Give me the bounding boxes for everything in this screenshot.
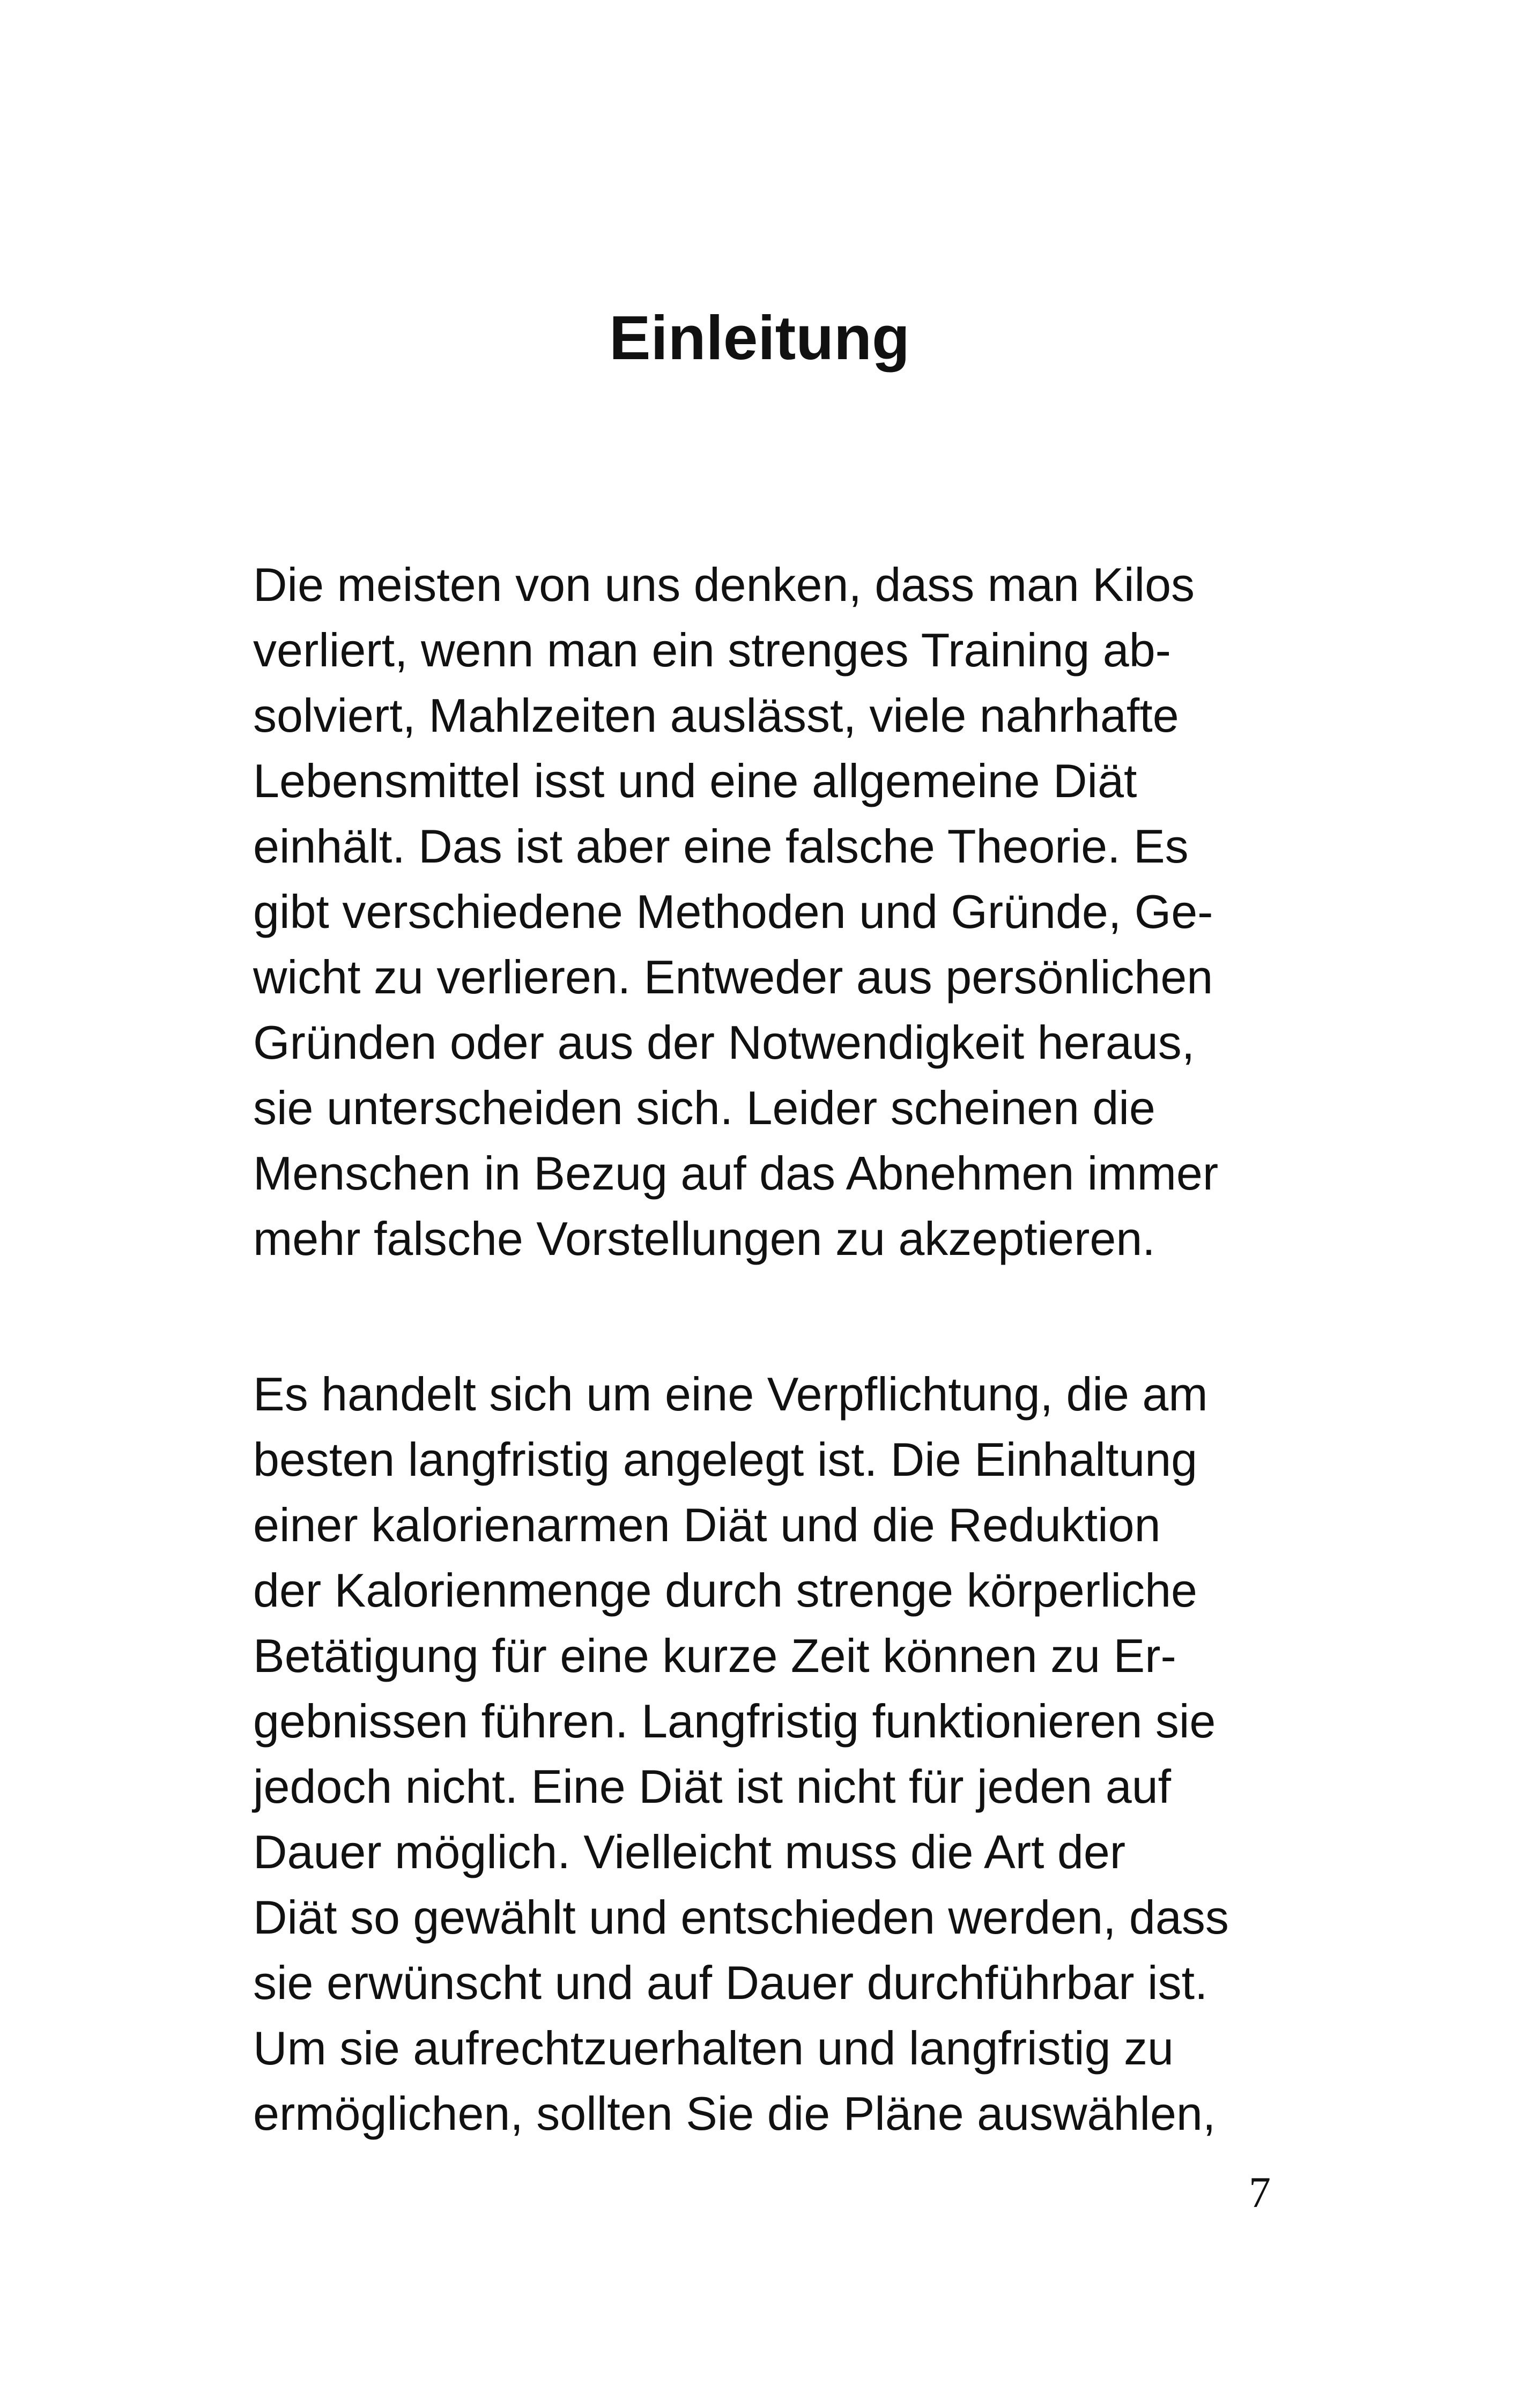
chapter-title: Einleitung (609, 303, 910, 373)
paragraph-line: sie unterscheiden sich. Leider scheinen die (253, 1081, 1155, 1134)
page-number: 7 (1249, 2168, 1271, 2217)
paragraph-line: sie erwünscht und auf Dauer durchführbar ist. (253, 1956, 1208, 2009)
paragraph-line: Menschen in Bezug auf das Abnehmen immer (253, 1147, 1219, 1200)
paragraph-line: einer kalorienarmen Diät und die Reduktion (253, 1498, 1161, 1551)
paragraph-line: gibt verschiedene Methoden und Gründe, Ge- (253, 885, 1213, 938)
paragraph-line: Betätigung für eine kurze Zeit können zu Er- (253, 1629, 1176, 1682)
paragraph-line: Um sie aufrechtzuerhalten und langfristig zu (253, 2021, 1174, 2075)
paragraph-line: besten langfristig angelegt ist. Die Einhaltung (253, 1433, 1198, 1486)
paragraph-line: Lebensmittel isst und eine allgemeine Diät (253, 754, 1137, 807)
paragraph-line: mehr falsche Vorstellungen zu akzeptieren. (253, 1212, 1155, 1265)
paragraph-line: solviert, Mahlzeiten auslässt, viele nahrhafte (253, 689, 1179, 742)
paragraph-line: jedoch nicht. Eine Diät ist nicht für jeden auf (253, 1760, 1172, 1813)
paragraph-line: einhält. Das ist aber eine falsche Theorie. Es (253, 820, 1189, 873)
paragraph-line: verliert, wenn man ein strenges Training ab- (253, 623, 1171, 677)
paragraph-1 (253, 552, 1272, 1272)
paragraph-line: der Kalorienmenge durch strenge körperliche (253, 1564, 1197, 1617)
paragraph-line: Die meisten von uns denken, dass man Kilos (253, 558, 1195, 611)
paragraph-line: gebnissen führen. Langfristig funktionieren sie (253, 1694, 1216, 1748)
paragraph-line: Diät so gewählt und entschieden werden, dass (253, 1891, 1229, 1944)
paragraph-line: Dauer möglich. Vielleicht muss die Art der (253, 1825, 1126, 1878)
paragraph-line: wicht zu verlieren. Entweder aus persönlichen (253, 950, 1213, 1004)
paragraph-line: Gründen oder aus der Notwendigkeit heraus, (253, 1016, 1195, 1069)
paragraph-line: Es handelt sich um eine Verpflichtung, die am (253, 1367, 1208, 1421)
paragraph-2 (253, 1362, 1272, 2146)
paragraph-line: ermöglichen, sollten Sie die Pläne auswählen, (253, 2087, 1216, 2140)
